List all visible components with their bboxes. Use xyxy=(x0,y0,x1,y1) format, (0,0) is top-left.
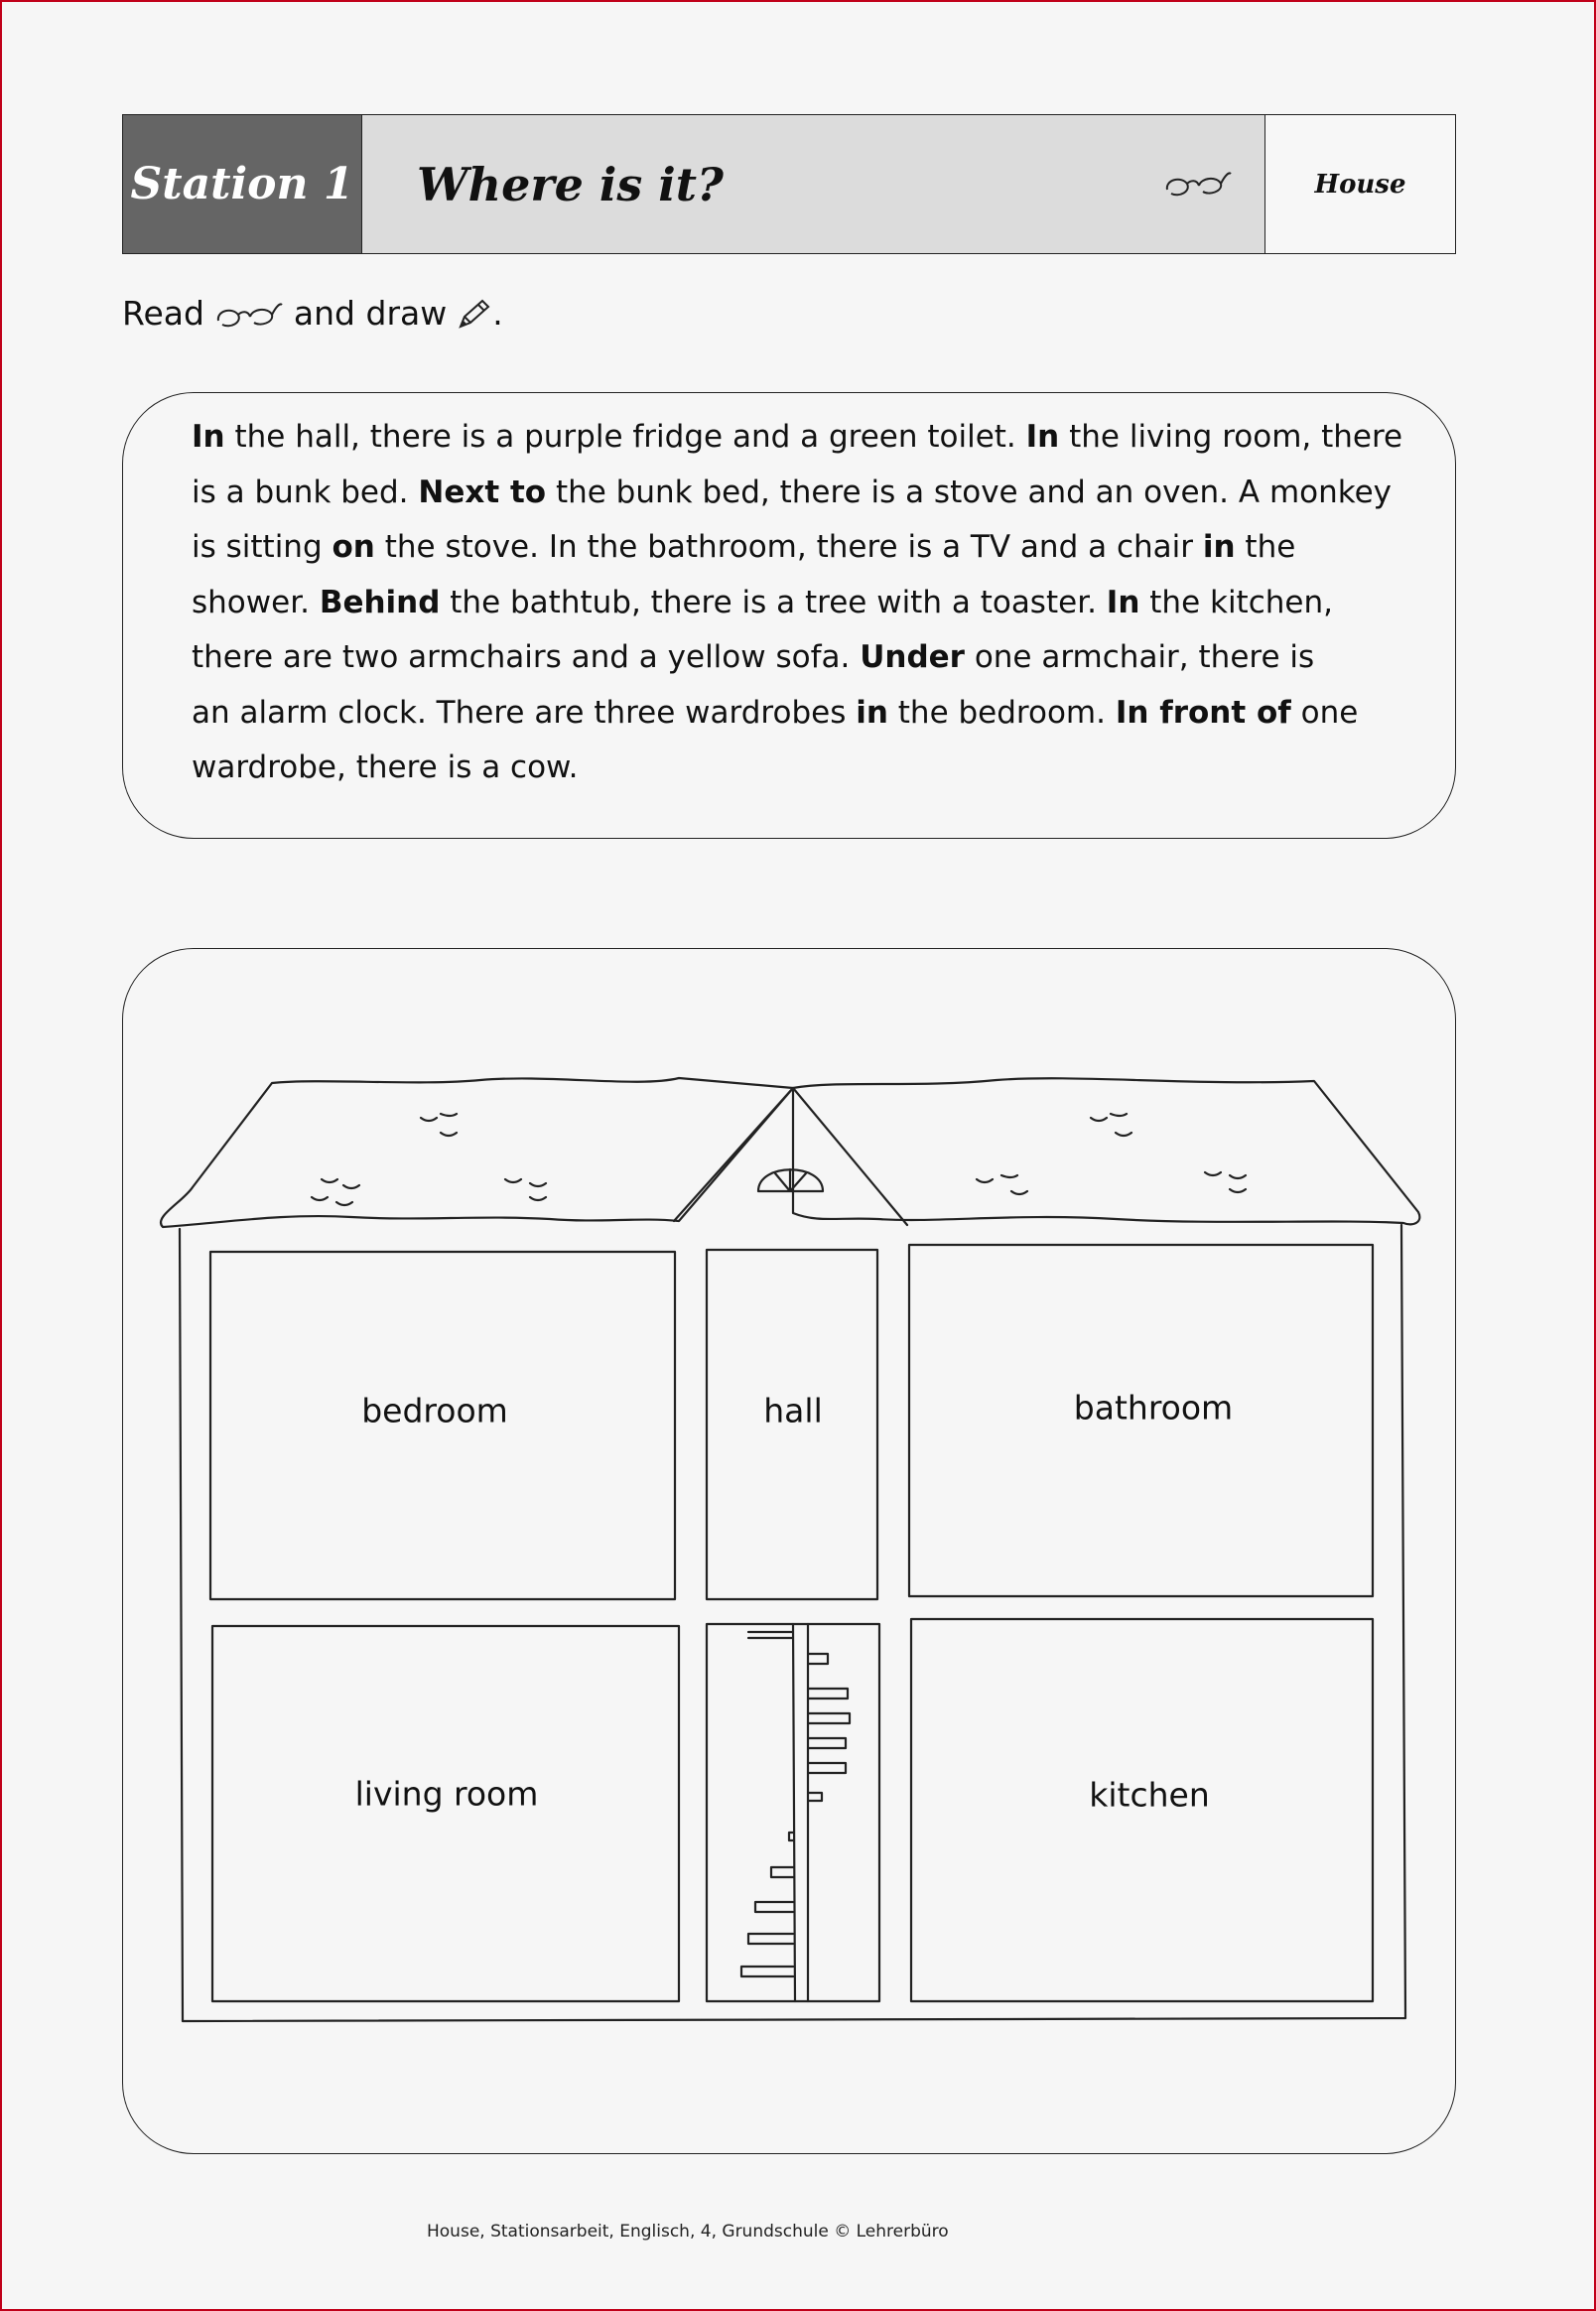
passage-text: wardrobe, there is a cow. xyxy=(192,749,579,785)
passage-line xyxy=(192,410,1402,466)
passage-line xyxy=(192,466,1402,521)
passage-text: the bunk bed, there is a stove and an oven. A monkey xyxy=(546,474,1393,510)
passage-keyword: in xyxy=(856,694,888,731)
passage-keyword: Behind xyxy=(319,584,441,620)
gable-window xyxy=(758,1169,823,1191)
instruction-and-draw: and draw xyxy=(293,294,448,333)
passage-text: the stove. In the bathroom, there is a TV and a chair xyxy=(374,529,1203,565)
passage-line xyxy=(192,576,1402,631)
station-label: Station 1 xyxy=(123,115,362,253)
passage-line xyxy=(192,741,1402,796)
room-label-hall: hall xyxy=(763,1391,823,1430)
passage-text: the living room, there xyxy=(1059,419,1403,455)
passage-keyword: In front of xyxy=(1115,694,1291,731)
footer-credit: House, Stationsarbeit, Englisch, 4, Grundschule © Lehrerbüro xyxy=(427,2222,949,2242)
house-drawing xyxy=(123,949,1457,2155)
passage-text: shower. xyxy=(192,584,320,620)
passage-text: an alarm clock. There are three wardrobes xyxy=(192,694,857,731)
room-label-bathroom: bathroom xyxy=(1073,1388,1234,1427)
passage-keyword: Next to xyxy=(418,474,547,510)
passage-keyword: In xyxy=(1106,584,1140,620)
staircase xyxy=(741,1624,850,2001)
glasses-icon xyxy=(1163,166,1233,204)
passage-text: the xyxy=(1235,529,1296,565)
passage-text: one xyxy=(1290,694,1359,731)
passage-text: the hall, there is a purple fridge and a green toilet. xyxy=(224,419,1026,455)
roof-left xyxy=(161,1078,793,1227)
instruction-read: Read xyxy=(122,294,204,333)
passage-text: one armchair, there is xyxy=(964,639,1315,675)
reading-passage xyxy=(192,410,1402,796)
glasses-icon xyxy=(214,297,284,331)
passage-line xyxy=(192,520,1402,576)
passage-keyword: In xyxy=(192,419,225,455)
instruction-period: . xyxy=(492,294,503,333)
passage-keyword: Under xyxy=(860,639,965,675)
room-label-living-room: living room xyxy=(354,1774,539,1814)
instruction xyxy=(122,294,503,333)
passage-keyword: on xyxy=(332,529,375,565)
passage-text: the bedroom. xyxy=(887,694,1116,731)
passage-text: the kitchen, xyxy=(1139,584,1333,620)
passage-line xyxy=(192,630,1402,686)
passage-text: is sitting xyxy=(192,529,332,565)
passage-text: the bathtub, there is a tree with a toaster. xyxy=(440,584,1107,620)
topic-label: House xyxy=(1265,115,1455,253)
passage-keyword: In xyxy=(1025,419,1060,455)
station-header xyxy=(122,114,1456,254)
reading-box xyxy=(122,392,1456,839)
passage-line xyxy=(192,686,1402,742)
passage-text: is a bunk bed. xyxy=(192,474,419,510)
room-label-bedroom: bedroom xyxy=(361,1391,508,1430)
living-room-room xyxy=(212,1626,679,2001)
page-title: Where is it? xyxy=(417,157,724,211)
pencil-icon xyxy=(457,297,492,331)
gable xyxy=(674,1088,907,1225)
room-label-kitchen: kitchen xyxy=(1089,1775,1210,1815)
title-area xyxy=(362,115,1265,253)
passage-text: there are two armchairs and a yellow sofa. xyxy=(192,639,861,675)
passage-keyword: in xyxy=(1202,529,1236,565)
house-drawing-box xyxy=(122,948,1456,2154)
